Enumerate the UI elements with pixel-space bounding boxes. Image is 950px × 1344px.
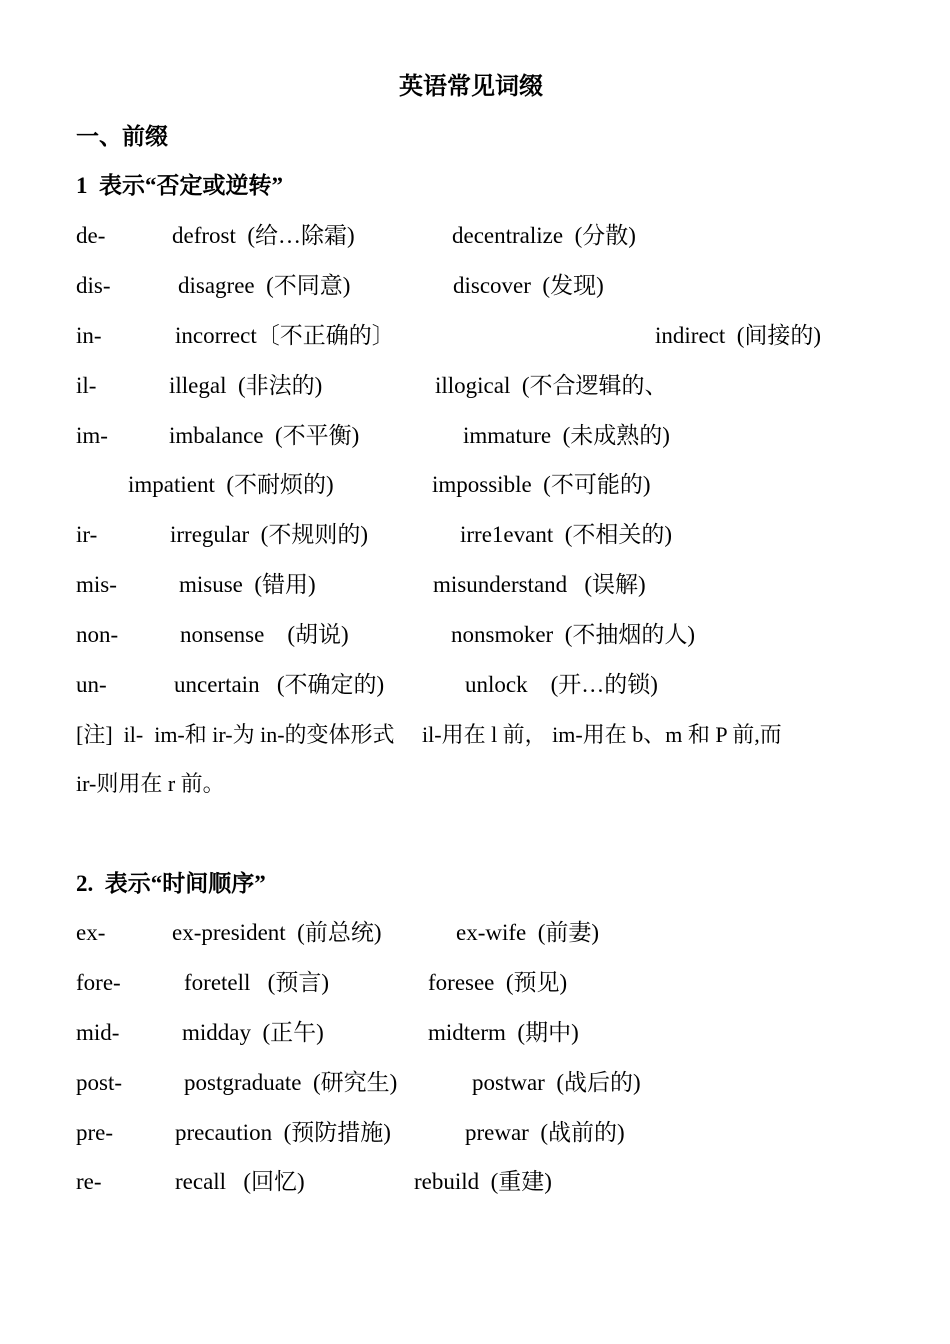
- note-text-continued: ir-则用在 r 前。: [76, 771, 225, 796]
- example-word: nonsmoker (不抽烟的人): [451, 622, 696, 647]
- example-word: postwar (战后的): [472, 1070, 641, 1095]
- example-word: precaution (预防措施): [175, 1120, 391, 1145]
- example-word: recall (回忆): [175, 1169, 305, 1194]
- example-word: imbalance (不平衡): [169, 423, 360, 448]
- example-word: midday (正午): [182, 1020, 324, 1045]
- example-word: decentralize (分散): [452, 223, 636, 248]
- prefix-label: re-: [76, 1169, 102, 1194]
- example-word: foresee (预见): [428, 970, 568, 995]
- example-word: indirect (间接的): [655, 323, 822, 348]
- page-title: 英语常见词缀: [399, 74, 543, 100]
- prefix-label: de-: [76, 223, 106, 248]
- prefix-label: ir-: [76, 522, 98, 547]
- prefix-label: un-: [76, 672, 107, 697]
- example-word: ex-wife (前妻): [456, 920, 600, 945]
- example-word: midterm (期中): [428, 1020, 579, 1045]
- subsection-heading-negation: 1 表示“否定或逆转”: [76, 173, 283, 198]
- example-word: rebuild (重建): [414, 1169, 552, 1194]
- example-word: discover (发现): [453, 273, 604, 298]
- prefix-label: im-: [76, 423, 108, 448]
- example-word: impossible (不可能的): [432, 472, 651, 497]
- example-word: defrost (给…除霜): [172, 223, 355, 248]
- note-text: [注] il- im-和 ir-为 in-的变体形式 il-用在 l 前， im-用在 b、m 和 P 前,而: [76, 722, 782, 747]
- example-word: ex-president (前总统): [172, 920, 382, 945]
- prefix-label: il-: [76, 373, 97, 398]
- prefix-label: mis-: [76, 572, 117, 597]
- section-heading-prefixes: 一、前缀: [76, 124, 168, 149]
- example-word: impatient (不耐烦的): [128, 472, 334, 497]
- example-word: unlock (开…的锁): [465, 672, 658, 697]
- prefix-label: mid-: [76, 1020, 120, 1045]
- example-word: nonsense (胡说): [180, 622, 349, 647]
- prefix-label: non-: [76, 622, 119, 647]
- example-word: immature (未成熟的): [463, 423, 670, 448]
- prefix-label: post-: [76, 1070, 122, 1095]
- prefix-label: fore-: [76, 970, 121, 995]
- prefix-label: ex-: [76, 920, 106, 945]
- example-word: disagree (不同意): [178, 273, 351, 298]
- example-word: postgraduate (研究生): [184, 1070, 398, 1095]
- example-word: misuse (错用): [179, 572, 316, 597]
- example-word: prewar (战前的): [465, 1120, 625, 1145]
- example-word: uncertain (不确定的): [174, 672, 385, 697]
- prefix-label: dis-: [76, 273, 111, 298]
- example-word: misunderstand (误解): [433, 572, 646, 597]
- prefix-label: pre-: [76, 1120, 114, 1145]
- example-word: illegal (非法的): [169, 373, 323, 398]
- example-word: incorrect〔不正确的〕: [175, 323, 395, 348]
- subsection-heading-time-order: 2. 表示“时间顺序”: [76, 871, 266, 896]
- example-word: irre1evant (不相关的): [460, 522, 673, 547]
- example-word: foretell (预言): [184, 970, 329, 995]
- example-word: illogical (不合逻辑的、: [435, 373, 668, 398]
- prefix-label: in-: [76, 323, 102, 348]
- example-word: irregular (不规则的): [170, 522, 368, 547]
